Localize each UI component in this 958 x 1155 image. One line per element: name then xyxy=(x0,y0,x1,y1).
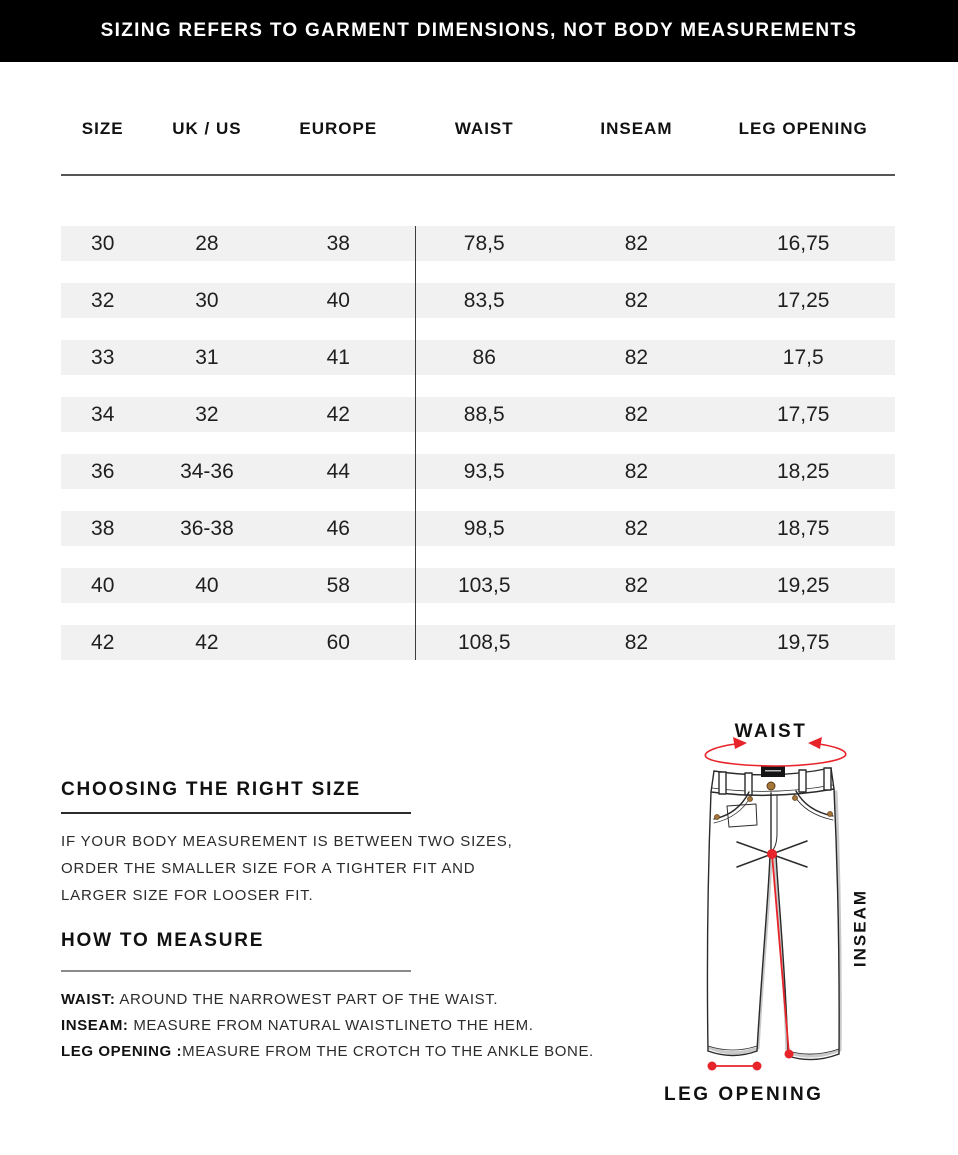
banner-text: SIZING REFERS TO GARMENT DIMENSIONS, NOT BODY MEASUREMENTS xyxy=(100,20,858,41)
paragraph-line: ORDER THE SMALLER SIZE FOR A TIGHTER FIT AND xyxy=(61,860,476,877)
size-table-header xyxy=(61,111,895,147)
cell-ukus: 28 xyxy=(195,231,219,255)
measure-text: AROUND THE NARROWEST PART OF THE WAIST. xyxy=(115,991,499,1008)
table-row xyxy=(61,511,895,546)
table-row xyxy=(61,568,895,603)
jeans-diagram xyxy=(660,700,958,1120)
leg-opening-diagram-label: LEG OPENING xyxy=(664,1084,824,1105)
measure-term: INSEAM: xyxy=(61,1017,129,1034)
top-banner xyxy=(0,0,958,62)
cell-inseam: 82 xyxy=(624,630,649,654)
cell-europe: 44 xyxy=(326,459,350,483)
cell-inseam: 82 xyxy=(624,288,649,312)
cell-ukus: 40 xyxy=(195,573,219,597)
cell-waist: 88,5 xyxy=(463,402,505,426)
cell-ukus: 34-36 xyxy=(180,459,234,483)
cell-leg-opening: 17,75 xyxy=(776,402,830,426)
cell-waist: 98,5 xyxy=(463,516,505,540)
header-divider-line xyxy=(61,174,895,176)
cell-ukus: 36-38 xyxy=(180,516,234,540)
cell-europe: 42 xyxy=(326,402,350,426)
cell-europe: 46 xyxy=(326,516,350,540)
column-header-waist: WAIST xyxy=(454,119,514,138)
table-row xyxy=(61,340,895,375)
column-header-leg-opening: LEG OPENING xyxy=(738,119,868,138)
section-underline xyxy=(61,812,411,814)
cell-inseam: 82 xyxy=(624,345,649,369)
column-header-ukus: UK / US xyxy=(172,119,242,138)
cell-inseam: 82 xyxy=(624,459,649,483)
cell-leg-opening: 16,75 xyxy=(776,231,830,255)
cell-waist: 83,5 xyxy=(463,288,505,312)
table-row xyxy=(61,454,895,489)
paragraph-line: LARGER SIZE FOR LOOSER FIT. xyxy=(61,887,314,904)
cell-waist: 108,5 xyxy=(457,630,511,654)
choosing-size-heading: CHOOSING THE RIGHT SIZE xyxy=(61,779,362,800)
cell-size: 33 xyxy=(91,345,115,369)
inseam-diagram-label: INSEAM xyxy=(850,888,870,968)
measure-item-leg-opening xyxy=(61,1039,594,1065)
cell-waist: 78,5 xyxy=(463,231,505,255)
cell-waist: 93,5 xyxy=(463,459,505,483)
cell-leg-opening: 19,75 xyxy=(776,630,830,654)
how-to-measure-heading: HOW TO MEASURE xyxy=(61,930,265,951)
cell-europe: 58 xyxy=(326,573,350,597)
cell-size: 30 xyxy=(91,231,115,255)
measure-item-inseam xyxy=(61,1013,594,1039)
cell-leg-opening: 18,25 xyxy=(776,459,830,483)
cell-leg-opening: 18,75 xyxy=(776,516,830,540)
cell-europe: 60 xyxy=(326,630,350,654)
cell-size: 32 xyxy=(91,288,115,312)
measure-term: LEG OPENING : xyxy=(61,1043,183,1060)
cell-inseam: 82 xyxy=(624,402,649,426)
cell-europe: 41 xyxy=(326,345,350,369)
section-underline xyxy=(61,970,411,972)
cell-europe: 40 xyxy=(326,288,350,312)
cell-ukus: 42 xyxy=(195,630,219,654)
paragraph-line: IF YOUR BODY MEASUREMENT IS BETWEEN TWO SIZES, xyxy=(61,833,513,850)
cell-ukus: 32 xyxy=(195,402,219,426)
cell-ukus: 31 xyxy=(195,345,219,369)
inseam-end-point xyxy=(785,1050,794,1059)
column-header-size: SIZE xyxy=(81,119,124,138)
cell-inseam: 82 xyxy=(624,516,649,540)
measure-text: MEASURE FROM NATURAL WAISTLINETO THE HEM. xyxy=(128,1017,534,1034)
measure-item-waist xyxy=(61,987,594,1013)
cell-inseam: 82 xyxy=(624,231,649,255)
measure-definition-list xyxy=(61,987,594,1065)
cell-ukus: 30 xyxy=(195,288,219,312)
cell-inseam: 82 xyxy=(624,573,649,597)
table-row xyxy=(61,397,895,432)
waist-diagram-label: WAIST xyxy=(734,721,808,742)
table-row xyxy=(61,283,895,318)
waist-button xyxy=(767,782,775,790)
column-header-inseam: INSEAM xyxy=(600,119,673,138)
cell-waist: 103,5 xyxy=(457,573,511,597)
cell-size: 36 xyxy=(91,459,115,483)
table-row xyxy=(61,226,895,261)
cell-size: 42 xyxy=(91,630,115,654)
cell-leg-opening: 17,25 xyxy=(776,288,830,312)
size-table-body xyxy=(61,226,895,660)
cell-leg-opening: 19,25 xyxy=(776,573,830,597)
cell-size: 38 xyxy=(91,516,115,540)
column-header-europe: EUROPE xyxy=(299,119,378,138)
table-row xyxy=(61,625,895,660)
cell-size: 34 xyxy=(91,402,115,426)
cell-europe: 38 xyxy=(326,231,350,255)
inseam-measure-line xyxy=(772,854,789,1054)
cell-leg-opening: 17,5 xyxy=(782,345,824,369)
waist-measure-arrow xyxy=(705,743,845,766)
choosing-size-paragraph xyxy=(61,828,513,909)
measure-term: WAIST: xyxy=(61,991,116,1008)
table-vertical-divider xyxy=(415,226,416,660)
cell-waist: 86 xyxy=(472,345,496,369)
cell-size: 40 xyxy=(91,573,115,597)
measure-text: MEASURE FROM THE CROTCH TO THE ANKLE BONE. xyxy=(182,1043,594,1060)
